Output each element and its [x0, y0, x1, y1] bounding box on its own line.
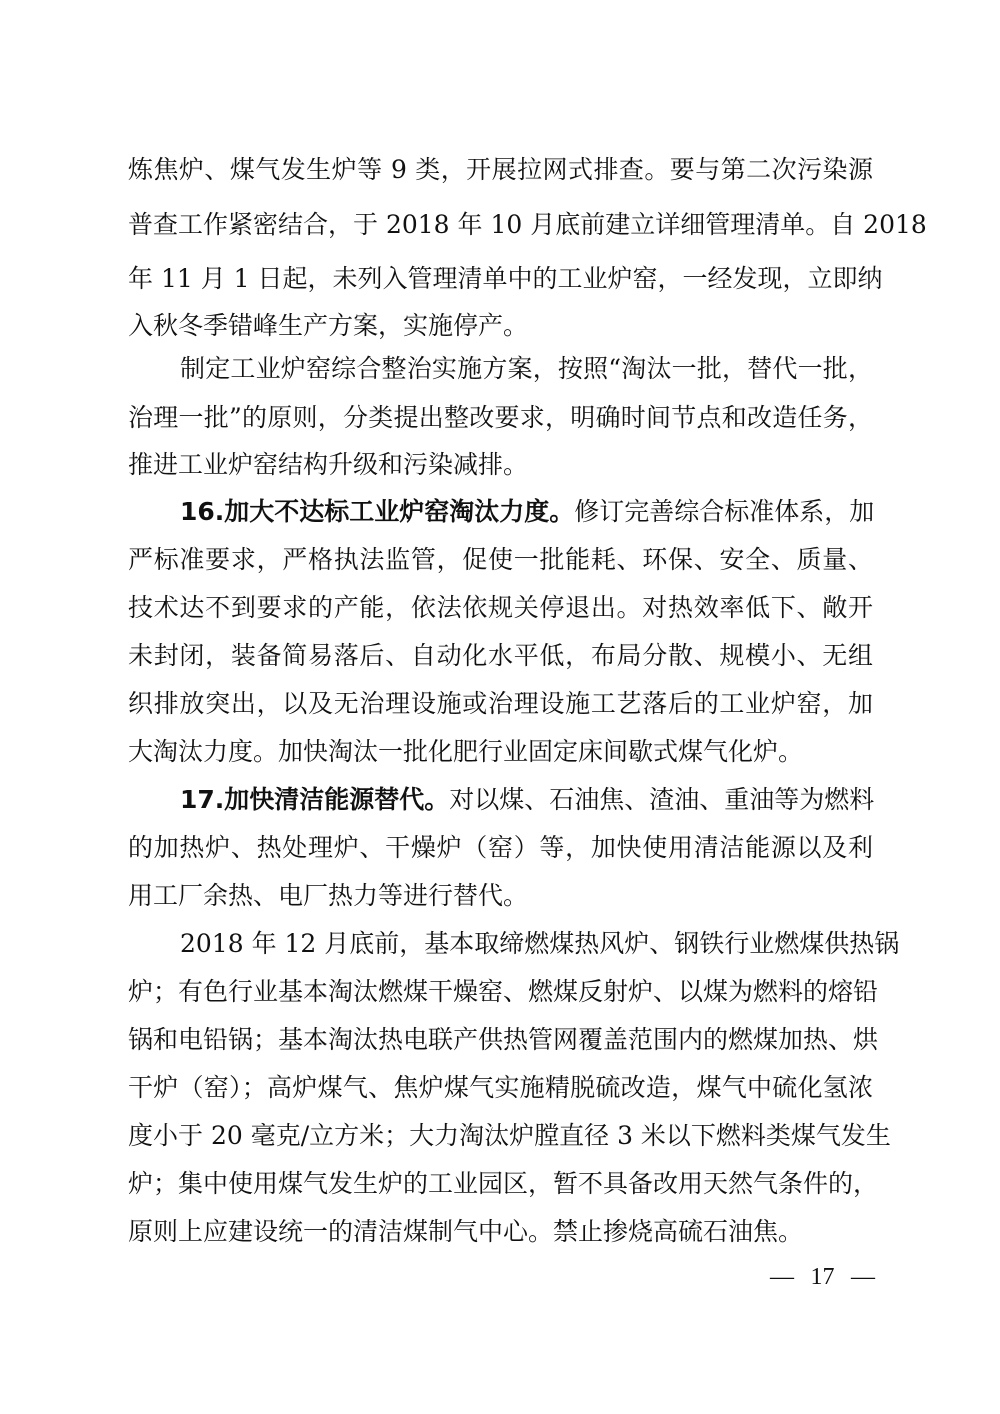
- text-line: 未封闭，装备简易落后、自动化水平低，布局分散、规模小、无组: [128, 641, 873, 670]
- text-line: 织排放突出，以及无治理设施或治理设施工艺落后的工业炉窑，加: [128, 689, 873, 718]
- text-line: 年 11 月 1 日起，未列入管理清单中的工业炉窑，一经发现，立即纳: [128, 264, 883, 293]
- text-line: 原则上应建设统一的清洁煤制气中心。禁止掺烧高硫石油焦。: [128, 1217, 804, 1246]
- text-line: 度小于 20 毫克/立方米；大力淘汰炉膛直径 3 米以下燃料类煤气发生: [128, 1121, 891, 1150]
- text-line: 炉；集中使用煤气发生炉的工业园区，暂不具备改用天然气条件的，: [128, 1169, 879, 1198]
- text-line: 干炉（窑）；高炉煤气、焦炉煤气实施精脱硫改造，煤气中硫化氢浓: [128, 1073, 873, 1102]
- item-16-first-line: [180, 497, 873, 527]
- item-16-heading: 16.加大不达标工业炉窑淘汰力度。: [180, 497, 575, 526]
- item-17-heading: 17.加快清洁能源替代。: [180, 785, 450, 814]
- text-line: 炼焦炉、煤气发生炉等 9 类，开展拉网式排查。要与第二次污染源: [128, 155, 873, 184]
- text-line: 大淘汰力度。加快淘汰一批化肥行业固定床间歇式煤气化炉。: [128, 737, 804, 766]
- text-line: 用工厂余热、电厂热力等进行替代。: [128, 881, 529, 910]
- item-16-text: 修订完善综合标准体系，加: [574, 497, 875, 526]
- text-line: 治理一批”的原则，分类提出整改要求，明确时间节点和改造任务，: [128, 403, 873, 432]
- text-line: 2018 年 12 月底前，基本取缔燃煤热风炉、钢铁行业燃煤供热锅: [180, 929, 900, 958]
- page-number: [770, 1262, 875, 1292]
- page-number-dash-right: —: [851, 1264, 875, 1290]
- text-line: 普查工作紧密结合，于 2018 年 10 月底前建立详细管理清单。自 2018: [128, 210, 927, 239]
- page-number-dash-left: —: [770, 1264, 794, 1290]
- text-line: 锅和电铅锅；基本淘汰热电联产供热管网覆盖范围内的燃煤加热、烘: [128, 1025, 879, 1054]
- text-line: 技术达不到要求的产能，依法依规关停退出。对热效率低下、敞开: [128, 593, 873, 622]
- item-17-text: 对以煤、石油焦、渣油、重油等为燃料: [449, 785, 875, 814]
- page-number-value: 17: [810, 1264, 835, 1290]
- text-line: 入秋冬季错峰生产方案，实施停产。: [128, 311, 529, 340]
- text-line: 严标准要求，严格执法监管，促使一批能耗、环保、安全、质量、: [128, 545, 873, 574]
- text-line: 推进工业炉窑结构升级和污染减排。: [128, 450, 529, 479]
- text-line: 炉；有色行业基本淘汰燃煤干燥窑、燃煤反射炉、以煤为燃料的熔铅: [128, 977, 879, 1006]
- item-17-first-line: [180, 785, 873, 815]
- text-line: 的加热炉、热处理炉、干燥炉（窑）等，加快使用清洁能源以及利: [128, 833, 873, 862]
- text-line: 制定工业炉窑综合整治实施方案，按照“淘汰一批，替代一批，: [180, 354, 873, 383]
